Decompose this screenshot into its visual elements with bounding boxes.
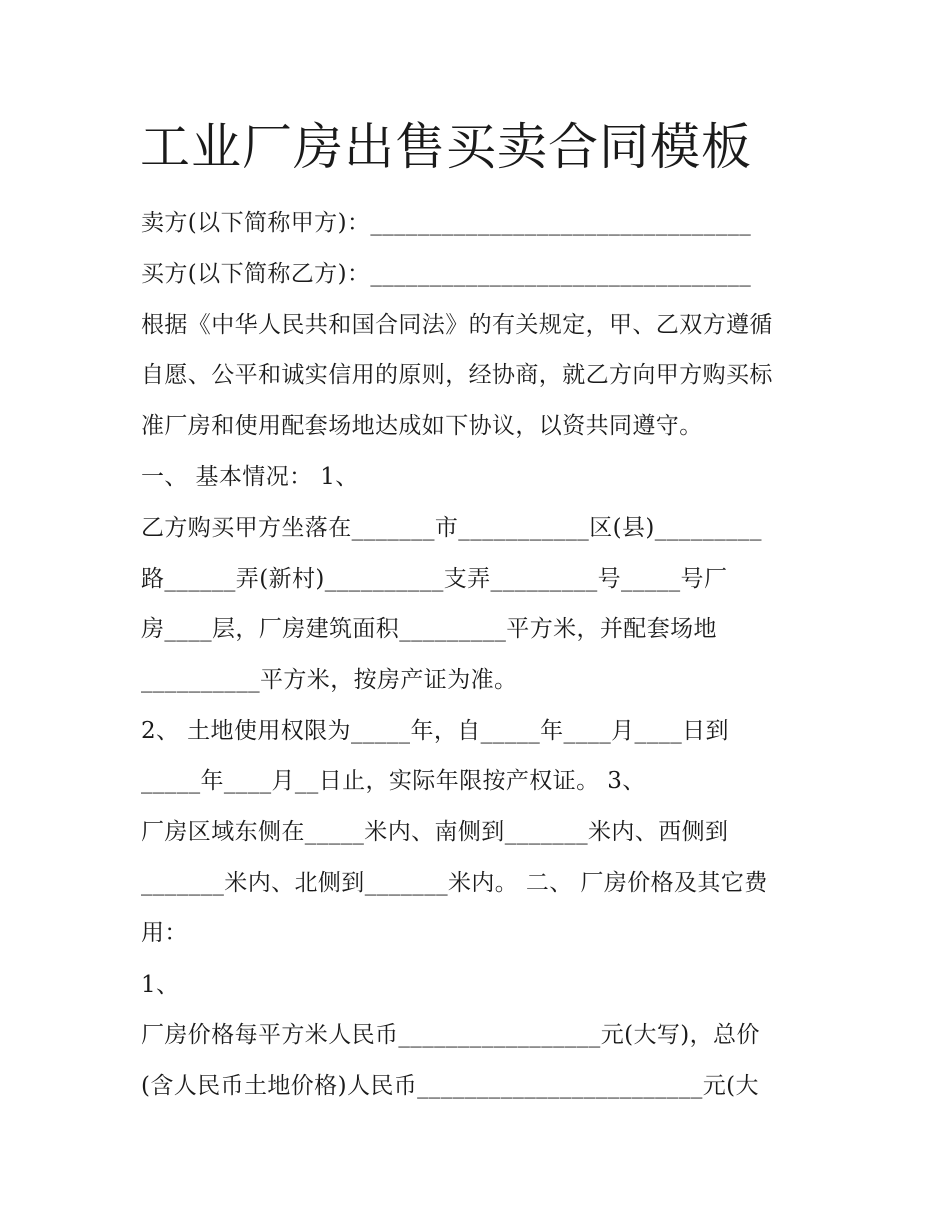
body-line: 准厂房和使用配套场地达成如下协议，以资共同遵守。 xyxy=(141,413,703,439)
body-line: (含人民币土地价格)人民币________________________元(大 xyxy=(141,1073,759,1099)
body-line: 2、 土地使用权限为_____年，自_____年____月____日到 xyxy=(141,718,729,744)
body-line: 用： xyxy=(141,920,188,946)
body-line: _______米内、北侧到_______米内。 二、 厂房价格及其它费 xyxy=(141,870,768,896)
body-line: 厂房价格每平方米人民币_________________元(大写)，总价 xyxy=(141,1022,760,1048)
body-line: 厂房区域东侧在_____米内、南侧到_______米内、西侧到 xyxy=(141,819,729,845)
seller-line: 卖方(以下简称甲方)：________________________________ xyxy=(141,210,752,236)
body-line: 自愿、公平和诚实信用的原则，经协商，就乙方向甲方购买标 xyxy=(141,362,773,388)
body-line: __________平方米，按房产证为准。 xyxy=(141,667,518,693)
body-line: _____年____月__日止，实际年限按产权证。 3、 xyxy=(141,768,646,794)
body-line: 乙方购买甲方坐落在_______市___________区(县)_________ xyxy=(141,515,762,541)
document-title: 工业厂房出售买卖合同模板 xyxy=(140,118,752,176)
buyer-line: 买方(以下简称乙方)：________________________________ xyxy=(141,261,752,287)
body-line: 1、 xyxy=(141,972,180,998)
section-heading: 一、 基本情况： 1、 xyxy=(141,464,359,490)
body-line: 根据《中华人民共和国合同法》的有关规定，甲、乙双方遵循 xyxy=(141,312,773,338)
body-line: 路______弄(新村)__________支弄_________号_____号厂 xyxy=(141,566,728,592)
body-line: 房____层，厂房建筑面积_________平方米，并配套场地 xyxy=(141,616,717,642)
